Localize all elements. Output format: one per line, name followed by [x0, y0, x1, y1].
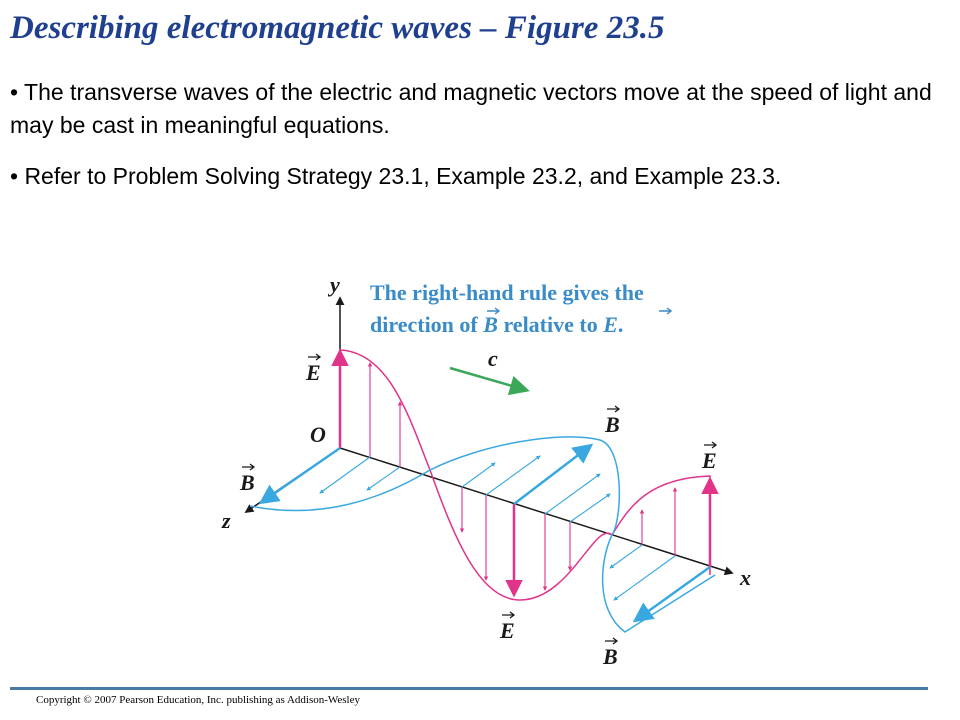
caption-text: relative to — [497, 312, 604, 337]
magnetic-vector-main-mid — [514, 446, 590, 504]
electric-field-vectors — [370, 363, 675, 590]
caption-e: E — [603, 312, 618, 337]
label-b-left: B — [240, 470, 255, 495]
magnetic-vector-main-left — [262, 448, 340, 502]
origin-label: O — [310, 422, 326, 447]
bullet-list — [10, 76, 950, 211]
label-e-left: E — [306, 360, 321, 385]
axis-x-label: x — [740, 565, 751, 590]
speed-arrow — [450, 368, 526, 390]
footer-divider — [10, 687, 928, 690]
speed-label: c — [488, 346, 498, 371]
label-b-bottom: B — [603, 644, 618, 669]
magnetic-field-vectors — [320, 456, 675, 600]
axis-z-label: z — [222, 508, 231, 533]
vector-labels — [239, 360, 717, 669]
em-wave-figure — [0, 270, 960, 680]
magnetic-wave-curve — [250, 437, 715, 632]
bullet-item: • The transverse waves of the electric and magnetic vectors move at the speed of light and may be cast in meaningful equations. — [10, 79, 932, 138]
figure-caption-line2 — [370, 312, 623, 337]
figure-caption-line1: The right-hand rule gives the — [370, 280, 644, 305]
caption-text: . — [617, 312, 624, 337]
electric-wave-curve — [340, 350, 710, 600]
vector-label-arrows — [242, 354, 716, 644]
caption-b: B — [483, 312, 498, 337]
label-e-bottom: E — [500, 618, 515, 643]
slide-title: Describing electromagnetic waves – Figure 23.5 — [10, 10, 665, 46]
caption-text: direction of — [370, 312, 484, 337]
copyright-text: Copyright © 2007 Pearson Education, Inc. publishing as Addison-Wesley — [36, 694, 360, 706]
label-b-top: B — [605, 412, 620, 437]
bullet-item: • Refer to Problem Solving Strategy 23.1, Example 23.2, and Example 23.3. — [10, 163, 782, 189]
magnetic-vector-main-right — [636, 567, 710, 620]
label-e-right: E — [702, 448, 717, 473]
x-axis — [340, 448, 732, 573]
axis-y-label: y — [330, 272, 340, 297]
